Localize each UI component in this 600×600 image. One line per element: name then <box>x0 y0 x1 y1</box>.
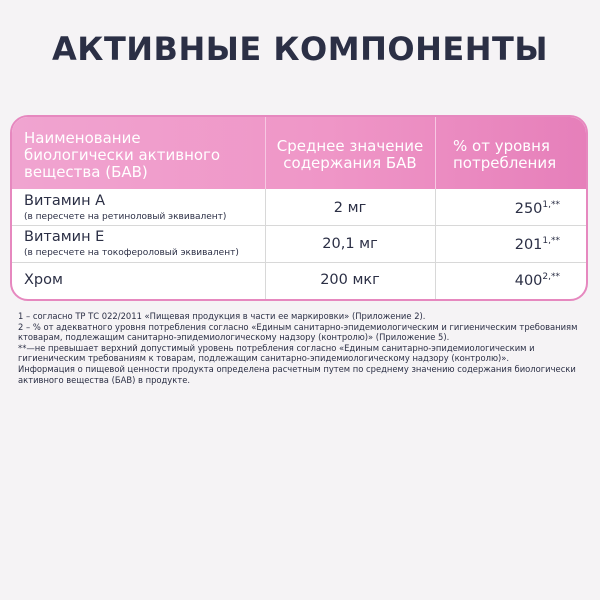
row-amount-vitamin-a: 2 мг <box>333 200 367 216</box>
footnotes <box>18 311 590 385</box>
row-percent-vitamin-a <box>515 200 560 217</box>
header-column-divider <box>265 117 266 189</box>
header-column-divider <box>435 117 436 189</box>
header-name-line: Наименование <box>24 129 141 147</box>
percent-value: 400 <box>514 273 543 289</box>
row-percent-vitamin-e <box>515 236 560 253</box>
header-name <box>24 130 220 181</box>
footnote-info: Информация о пищевой ценности продукта определена расчетным путем по среднему значению содержания биологически активного вещества (БАВ) в продукте. <box>18 363 576 385</box>
footnote-marks: 1,** <box>542 200 560 210</box>
row-percent-chromium <box>515 272 560 289</box>
row-name-vitamin-e: Витамин Е <box>24 229 105 245</box>
header-name-line: биологически активного <box>24 146 221 164</box>
row-amount-vitamin-e: 20,1 мг <box>322 236 378 252</box>
active-components-table <box>10 115 588 301</box>
percent-value: 201 <box>514 237 543 253</box>
row-divider <box>12 225 586 226</box>
row-name-chromium: Хром <box>24 272 63 288</box>
row-amount-chromium: 200 мкг <box>320 272 380 288</box>
header-percent-line: потребления <box>453 154 557 172</box>
percent-value: 250 <box>514 201 543 217</box>
header-amount-line: содержания БАВ <box>283 154 417 172</box>
header-amount-line: Среднее значение <box>276 137 424 155</box>
row-note-vitamin-e: (в пересчете на токофероловый эквивалент) <box>24 248 239 258</box>
row-note-vitamin-a: (в пересчете на ретиноловый эквивалент) <box>24 212 227 222</box>
footnote-1: 1 – согласно ТР ТС 022/2011 «Пищевая продукция в части ее маркировки» (Приложение 2). <box>18 311 426 321</box>
footnote-marks: 2,** <box>542 272 560 282</box>
footnote-upper-limit: **—не превышает верхний допустимый уровень потребления согласно «Единым санитарно-эпидемиологическим и гигиеническим требованиям к товарам, подлежащим санитарно-эпидемиологическому надзору (контролю)». <box>18 342 535 364</box>
row-name-vitamin-a: Витамин А <box>24 193 106 209</box>
row-divider <box>12 262 586 263</box>
header-percent <box>453 138 556 172</box>
footnote-marks: 1,** <box>542 236 560 246</box>
page-title: АКТИВНЫЕ КОМПОНЕНТЫ <box>52 30 548 68</box>
header-amount <box>268 138 432 172</box>
footnote-2: 2 – % от адекватного уровня потребления согласно «Единым санитарно-эпидемиологическим и гигиеническим требованиям ктоварам, подлежащим санитарно-эпидемиологическому надзору (контролю)» (Приложение 5). <box>18 321 578 343</box>
header-percent-line: % от уровня <box>453 137 550 155</box>
header-name-line: вещества (БАВ) <box>24 163 148 181</box>
column-divider <box>435 189 436 301</box>
